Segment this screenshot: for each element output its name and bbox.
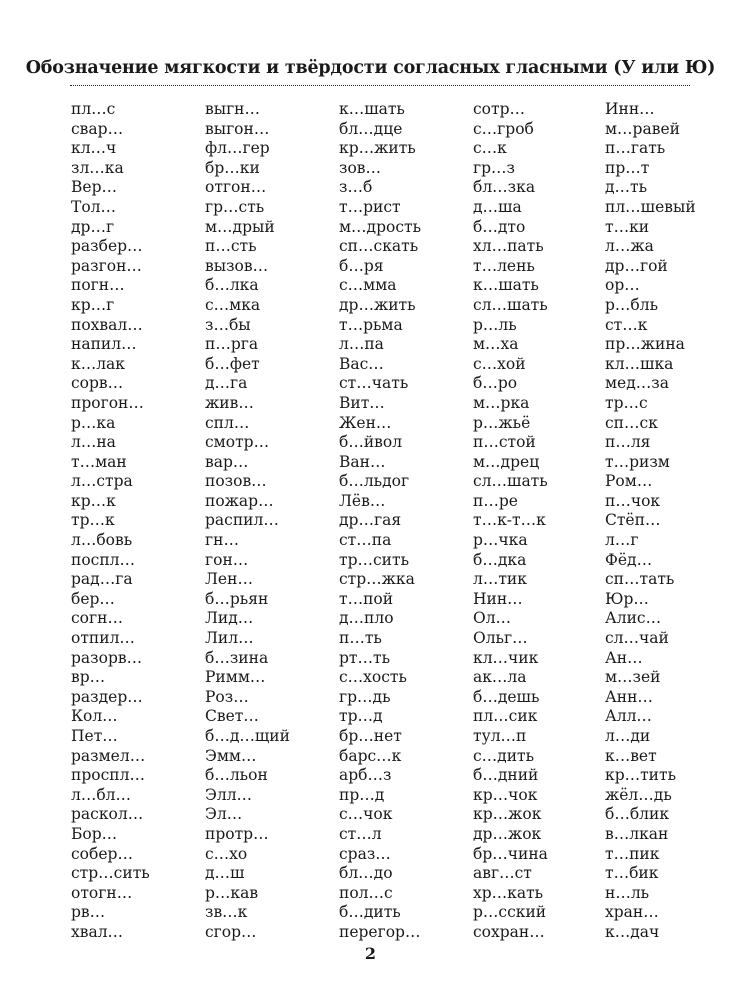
word-item: л…стра (71, 472, 133, 491)
word-item: ак…ла (473, 668, 527, 687)
word-item: жёл…дь (605, 785, 672, 804)
word-item: кр…чок (473, 785, 538, 804)
word-item: кр…тить (605, 766, 677, 785)
word-item: кл…чик (473, 648, 539, 667)
word-item: к…шать (473, 276, 539, 295)
word-item: Лёв… (339, 491, 386, 510)
word-item: ст…чать (339, 374, 409, 393)
word-column-2 (205, 100, 290, 943)
word-item: др…гой (605, 256, 668, 275)
word-item: Бор… (71, 824, 118, 843)
word-item: т…ки (605, 217, 650, 236)
word-item: пл…сик (473, 707, 538, 726)
word-item: л…па (339, 335, 384, 354)
word-item: авг…ст (473, 864, 532, 883)
word-item: свар… (71, 119, 124, 138)
word-item: л…на (71, 433, 116, 452)
word-item: п…сть (205, 237, 257, 256)
word-item: бл…зка (473, 178, 536, 197)
word-item: Алл… (605, 707, 652, 726)
word-item: стр…жка (339, 570, 415, 589)
word-item: позов… (205, 472, 267, 491)
word-item: пр…д (339, 785, 385, 804)
word-item: м…дрец (473, 452, 540, 471)
word-column-5 (605, 100, 696, 943)
word-item: арб…з (339, 766, 392, 785)
word-item: т…лень (473, 256, 535, 275)
word-item: гр…з (473, 158, 515, 177)
word-item: кр…к (71, 491, 116, 510)
word-item: стр…сить (71, 864, 150, 883)
word-item: м…зей (605, 668, 661, 687)
word-item: б…льон (205, 766, 268, 785)
word-item: размел… (71, 746, 146, 765)
word-item: д…га (205, 374, 248, 393)
word-item: сл…шать (473, 472, 548, 491)
word-item: к…дач (605, 922, 660, 941)
word-item: тул…п (473, 727, 527, 745)
word-item: похвал… (71, 315, 143, 334)
word-item: м…ха (473, 335, 519, 354)
word-item: Римм… (205, 668, 266, 687)
word-item: пр…т (605, 158, 650, 177)
word-item: т…ризм (605, 452, 670, 471)
word-item: т…ман (71, 452, 127, 471)
word-item: перегор… (339, 922, 421, 941)
word-item: Элл… (205, 785, 253, 804)
word-item: р…чка (473, 531, 528, 550)
word-item: м…рка (473, 393, 530, 412)
word-item: м…дрый (205, 217, 275, 236)
word-item: к…лак (71, 354, 125, 373)
word-item: фл…гер (205, 139, 270, 158)
word-item: зв…к (205, 903, 248, 922)
word-item: отгон… (205, 178, 267, 197)
word-item: Лен… (205, 570, 253, 589)
word-item: л…бовь (71, 531, 133, 550)
word-item: Вас… (339, 354, 384, 373)
word-item: Ольг… (473, 629, 528, 648)
word-item: б…дний (473, 766, 539, 785)
word-item: Анн… (605, 687, 653, 706)
word-item: с…мма (339, 276, 397, 295)
word-item: т…к-т…к (473, 511, 546, 530)
word-item: кл…шка (605, 354, 674, 373)
word-item: кр…жок (473, 805, 542, 824)
word-item: Эл… (205, 805, 243, 824)
word-item: сп…ск (605, 413, 658, 432)
word-item: др…жок (473, 824, 542, 843)
word-item: п…ть (339, 629, 382, 648)
word-item: гр…дь (339, 687, 391, 706)
word-item: сп…тать (605, 570, 675, 589)
word-item: разбер… (71, 237, 143, 256)
word-item: др…г (71, 217, 115, 236)
word-item: н…ль (605, 883, 650, 902)
word-item: л…бл… (71, 785, 132, 804)
word-item: проспл… (71, 766, 145, 785)
word-item: р…сский (473, 903, 547, 922)
word-item: Вит… (339, 393, 385, 412)
word-item: п…стой (473, 433, 536, 452)
word-item: сгор… (205, 922, 257, 941)
word-item: п…ре (473, 491, 518, 510)
word-item: смотр… (205, 433, 270, 452)
word-item: др…жить (339, 295, 416, 314)
word-item: прогон… (71, 393, 144, 412)
word-item: б…д…щий (205, 727, 290, 745)
word-column-4 (473, 100, 548, 943)
word-item: п…гать (605, 139, 666, 158)
word-item: бл…дце (339, 119, 403, 138)
word-item: пол…с (339, 883, 393, 902)
word-item: сорв… (71, 374, 124, 393)
title-divider (70, 85, 690, 86)
word-item: р…жьё (473, 413, 531, 432)
word-item: пл…с (71, 100, 116, 118)
word-item: с…чок (339, 805, 393, 824)
word-column-1 (71, 100, 150, 943)
page-number: 2 (364, 944, 377, 963)
word-item: вызов… (205, 256, 269, 275)
word-item: отпил… (71, 629, 135, 648)
word-item: зл…ка (71, 158, 124, 177)
word-item: кр…г (71, 295, 115, 314)
word-item: протр… (205, 824, 269, 843)
word-item: б…дто (473, 217, 526, 236)
word-item: раскол… (71, 805, 144, 824)
word-item: Ан… (605, 648, 643, 667)
word-item: Кол… (71, 707, 118, 726)
word-item: пр…жина (605, 335, 685, 354)
word-item: л…тик (473, 570, 527, 589)
word-item: Юр… (605, 589, 649, 608)
word-item: отогн… (71, 883, 133, 902)
word-item: б…ро (473, 374, 518, 393)
word-item: тр…к (71, 511, 115, 530)
word-item: Вер… (71, 178, 117, 197)
word-item: п…рга (205, 335, 259, 354)
word-item: спл… (205, 413, 250, 432)
word-item: Ван… (339, 452, 386, 471)
word-item: с…гроб (473, 119, 534, 138)
word-item: хр…кать (473, 883, 544, 902)
word-item: рв… (71, 903, 106, 922)
word-item: напил… (71, 335, 137, 354)
word-item: т…рьма (339, 315, 403, 334)
word-item: б…льдог (339, 472, 410, 491)
word-item: Пет… (71, 727, 118, 745)
word-item: Ол… (473, 609, 512, 628)
word-item: тр…с (605, 393, 648, 412)
word-item: разгон… (71, 256, 142, 275)
word-item: б…ря (339, 256, 384, 275)
word-item: с…к (473, 139, 507, 158)
word-item: с…дить (473, 746, 535, 765)
word-item: сраз… (339, 844, 391, 863)
word-item: Свет… (205, 707, 259, 726)
word-item: т…бик (605, 864, 659, 883)
word-item: р…кав (205, 883, 259, 902)
word-item: т…рист (339, 197, 401, 216)
word-item: вар… (205, 452, 249, 471)
word-item: Инн… (605, 100, 655, 118)
word-item: б…лка (205, 276, 259, 295)
word-item: Тол… (71, 197, 117, 216)
word-item: бр…чина (473, 844, 548, 863)
word-item: т…пик (605, 844, 660, 863)
word-item: бр…нет (339, 727, 402, 745)
word-item: к…шать (339, 100, 405, 118)
word-item: Лид… (205, 609, 254, 628)
word-item: с…хо (205, 844, 248, 863)
word-item: л…жа (605, 237, 654, 256)
word-item: Жен… (339, 413, 392, 432)
word-item: хран… (605, 903, 659, 922)
word-item: разорв… (71, 648, 143, 667)
word-item: кл…ч (71, 139, 117, 158)
word-item: согн… (71, 609, 123, 628)
word-item: ст…л (339, 824, 382, 843)
word-item: пл…шевый (605, 197, 696, 216)
word-column-3 (339, 100, 421, 943)
word-item: б…зина (205, 648, 269, 667)
word-item: хвал… (71, 922, 124, 941)
word-item: выгон… (205, 119, 270, 138)
word-item: п…ля (605, 433, 651, 452)
word-item: хл…пать (473, 237, 544, 256)
word-item: кр…жить (339, 139, 416, 158)
word-item: л…ди (605, 727, 651, 745)
word-item: сохран… (473, 922, 545, 941)
word-item: сл…шать (473, 295, 548, 314)
word-item: б…йвол (339, 433, 403, 452)
word-item: Нин… (473, 589, 523, 608)
word-item: бр…ки (205, 158, 260, 177)
word-item: зов… (339, 158, 382, 177)
word-item: с…хой (473, 354, 526, 373)
word-item: распил… (205, 511, 279, 530)
word-item: д…пло (339, 609, 394, 628)
word-item: д…ть (605, 178, 648, 197)
word-item: гн… (205, 531, 239, 550)
word-item: рт…ть (339, 648, 391, 667)
word-item: т…пой (339, 589, 394, 608)
word-item: м…дрость (339, 217, 422, 236)
word-item: б…рьян (205, 589, 269, 608)
word-item: б…блик (605, 805, 670, 824)
word-item: жив… (205, 393, 254, 412)
page-title: Обозначение мягкости и твёрдости согласных гласными (У или Ю) (25, 58, 716, 78)
word-item: б…дить (339, 903, 401, 922)
word-item: Ром… (605, 472, 653, 491)
word-item: с…мка (205, 295, 261, 314)
word-item: Эмм… (205, 746, 257, 765)
word-item: пожар… (205, 491, 274, 510)
word-item: тр…д (339, 707, 383, 726)
word-item: б…фет (205, 354, 260, 373)
word-item: поспл… (71, 550, 136, 569)
word-item: тр…сить (339, 550, 410, 569)
word-item: ст…па (339, 531, 392, 550)
word-item: мед…за (605, 374, 669, 393)
word-item: д…ш (205, 864, 245, 883)
word-item: л…г (605, 531, 639, 550)
word-item: б…дка (473, 550, 527, 569)
word-item: Алис… (605, 609, 662, 628)
word-item: п…чок (605, 491, 661, 510)
word-item: рад…га (71, 570, 133, 589)
word-item: р…ль (473, 315, 517, 334)
word-item: бл…до (339, 864, 393, 883)
word-item: раздер… (71, 687, 143, 706)
word-item: сотр… (473, 100, 526, 118)
word-item: собер… (71, 844, 133, 863)
word-item: погн… (71, 276, 125, 295)
word-item: з…бы (205, 315, 251, 334)
word-item: бер… (71, 589, 115, 608)
word-item: с…хость (339, 668, 407, 687)
word-item: к…вет (605, 746, 657, 765)
word-item: др…гая (339, 511, 402, 530)
word-item: барс…к (339, 746, 402, 765)
word-item: ст…к (605, 315, 648, 334)
word-item: д…ша (473, 197, 522, 216)
word-item: сл…чай (605, 629, 669, 648)
word-item: м…равей (605, 119, 680, 138)
word-item: вр… (71, 668, 106, 687)
word-item: Роз… (205, 687, 249, 706)
word-item: з…б (339, 178, 373, 197)
word-item: Лил… (205, 629, 254, 648)
word-item: р…бль (605, 295, 659, 314)
word-item: ор… (605, 276, 640, 295)
word-item: в…лкан (605, 824, 669, 843)
word-item: гон… (205, 550, 249, 569)
word-item: сп…скать (339, 237, 419, 256)
word-item: выгн… (205, 100, 261, 118)
word-item: б…дешь (473, 687, 540, 706)
word-item: Фёд… (605, 550, 653, 569)
word-item: р…ка (71, 413, 116, 432)
word-item: Стёп… (605, 511, 661, 530)
word-item: гр…сть (205, 197, 265, 216)
